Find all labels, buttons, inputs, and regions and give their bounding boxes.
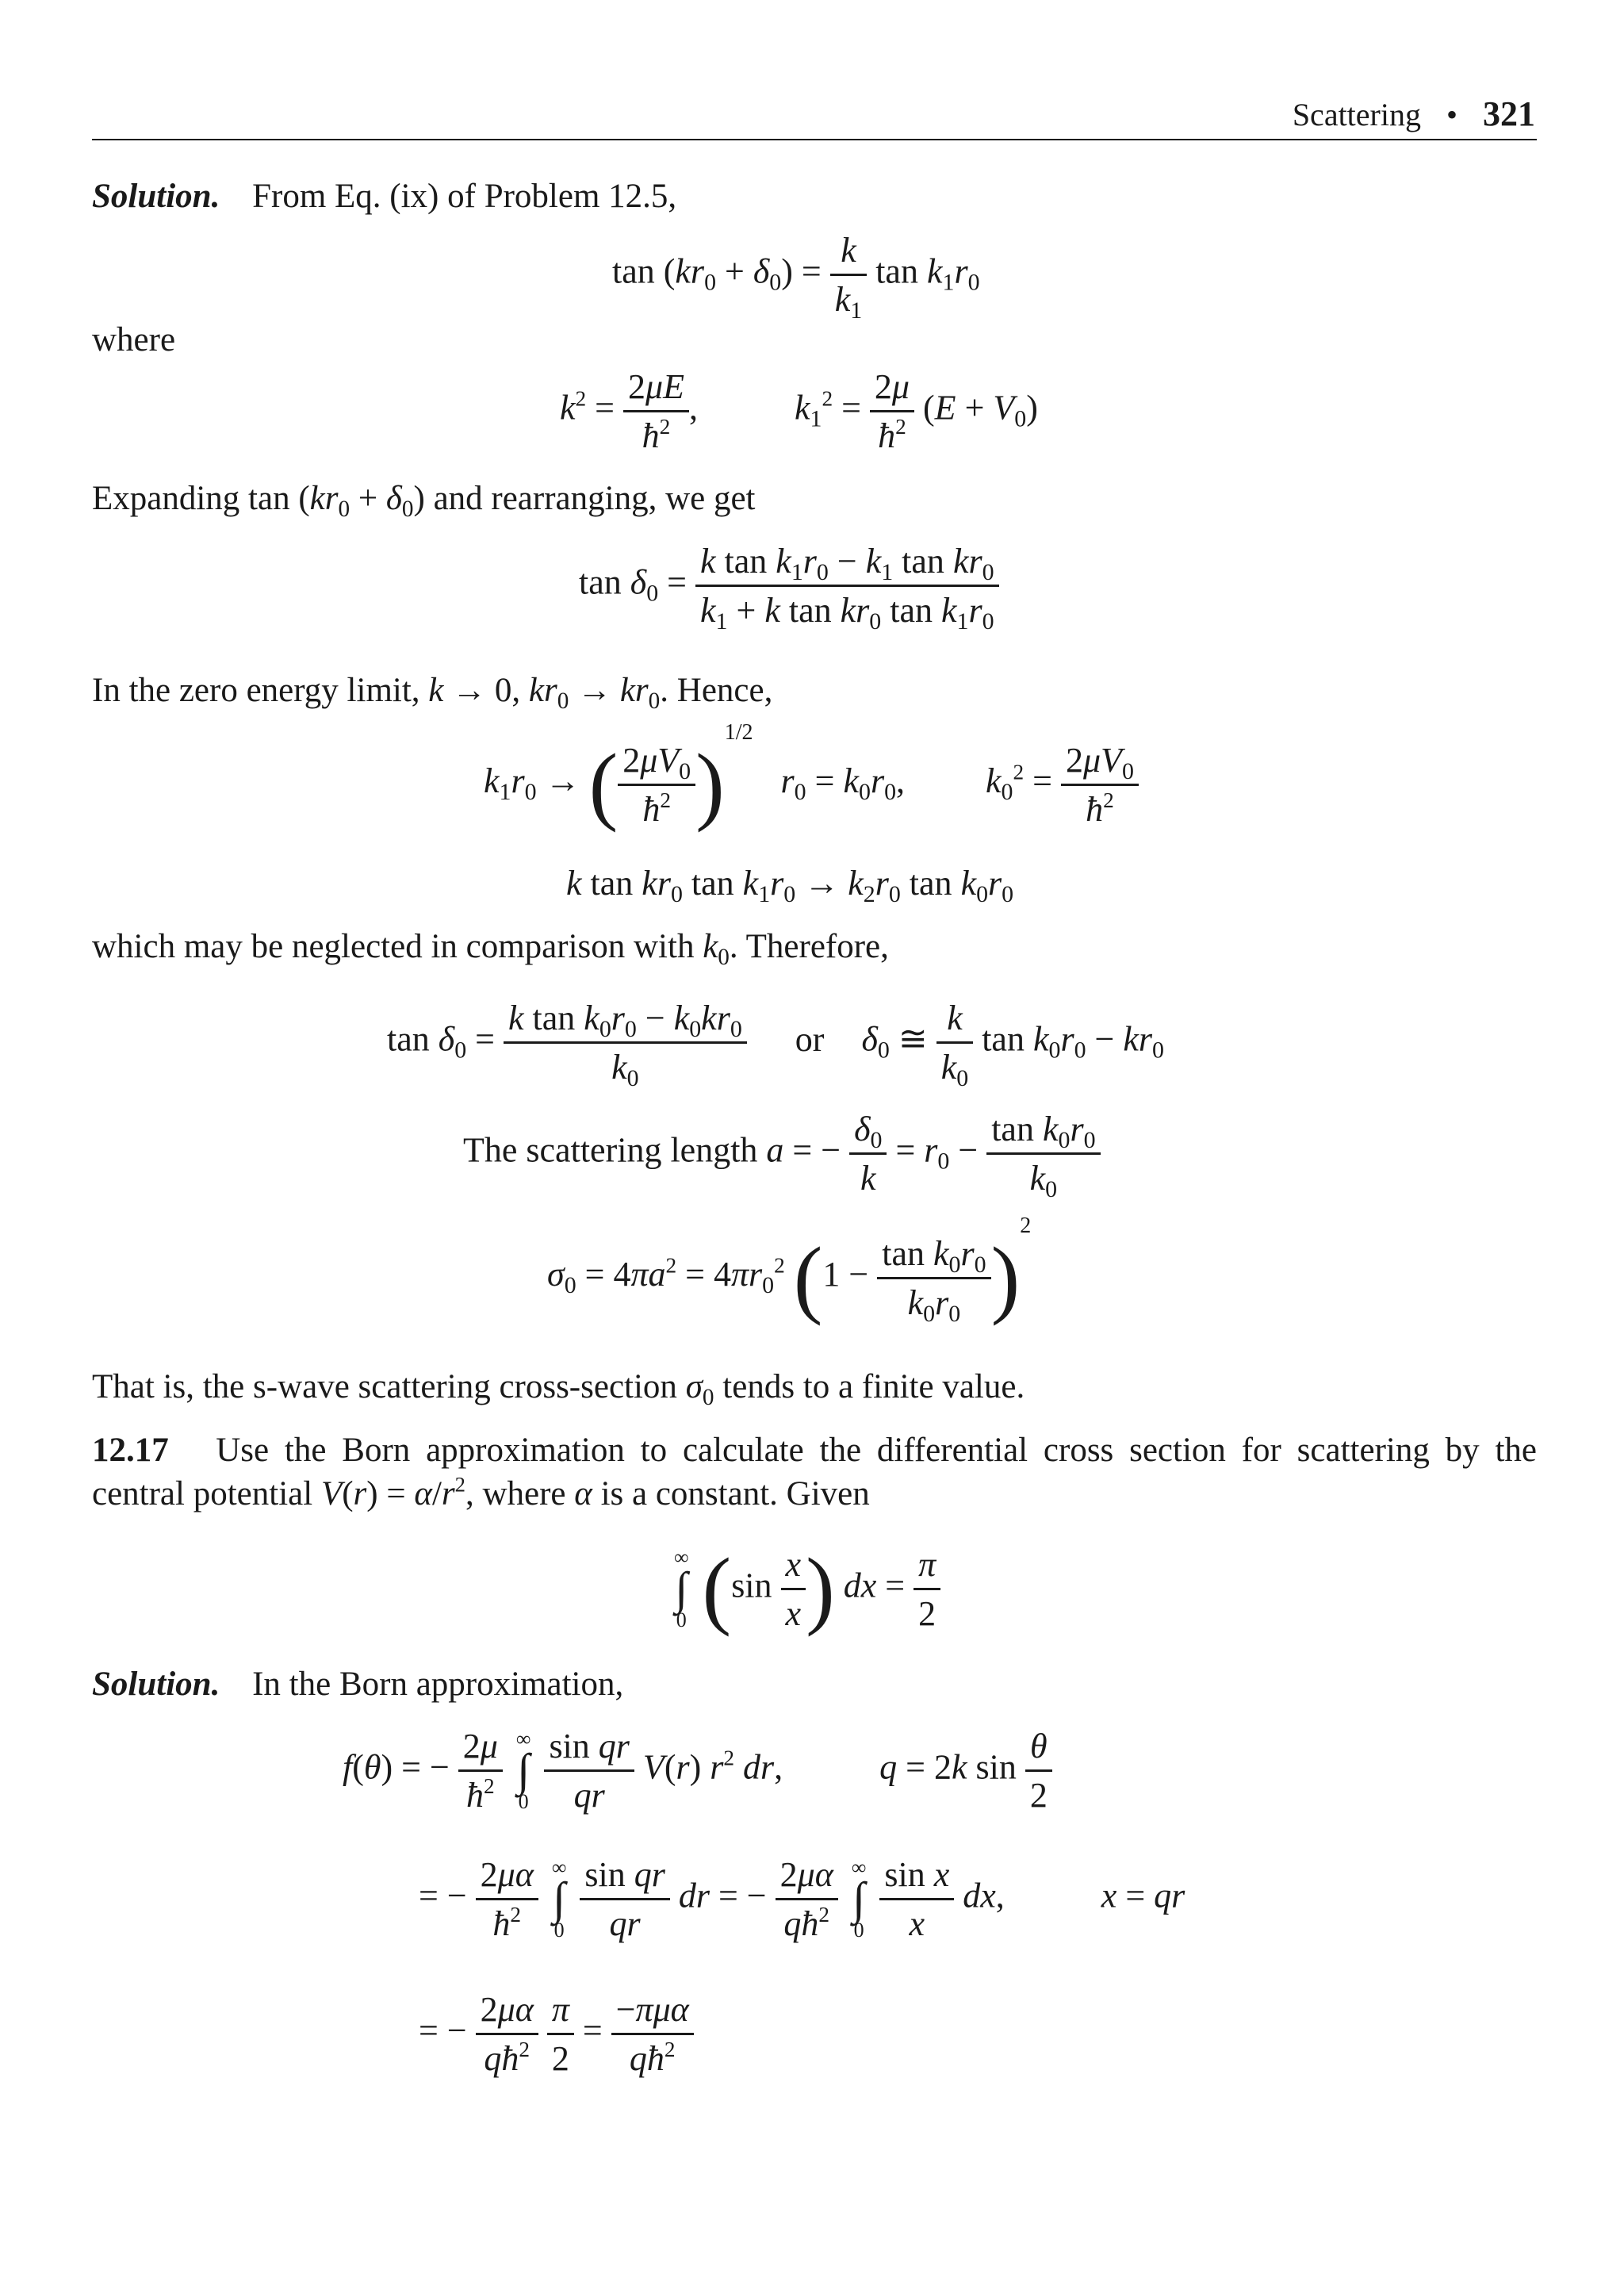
equation-tan-phase: $\tan (kr_0 + \delta_0)$ = $\frac{k}{k_1}$ $\tan k_1r_0$ xyxy=(612,231,980,324)
running-header xyxy=(1293,94,1535,136)
header-rule xyxy=(92,139,1537,140)
equation-product-limit: k $\tan kr_0$ $\tan k_1r_0 \to k_2r_0$ $\tan k_0r_0$ xyxy=(566,864,1014,907)
header-section-title: Scattering xyxy=(1292,97,1421,132)
expanding-text: Expanding $\tan (kr_0 + \delta_0)$ and rearranging, we get xyxy=(92,480,756,522)
equation-given-integral: ∞ ∫ 0 (sin $\frac{x}{x}$ ) dx = $\frac{\pi}{2}$ xyxy=(669,1539,940,1639)
solution2-intro-line xyxy=(92,1664,623,1705)
solution2-label: Solution. xyxy=(92,1666,220,1703)
solution1-intro-text: From Eq. (ix) of Problem 12.5, xyxy=(252,178,677,215)
problem-12-17-line1 xyxy=(92,1430,1537,1471)
header-bullet: • xyxy=(1446,97,1457,132)
where-text: where xyxy=(92,321,176,358)
problem-text-line1: Use the Born approximation to calculate the differential cross section for scattering by the xyxy=(216,1432,1538,1469)
problem-number: 12.17 xyxy=(92,1432,169,1469)
neglect-text: which may be neglected in comparison with $k_0$. Therefore, xyxy=(92,928,889,970)
header-page-number: 321 xyxy=(1483,94,1535,133)
zero-energy-text: In the zero energy limit, k → 0, $kr_0 \to kr_0$. Hence, xyxy=(92,672,773,714)
equation-born-amplitude-3: = − $\frac{2\mu\alpha}{qħ^2}$ $\frac{\pi}{2}$ = $\frac{\text{−πμα}}{qħ^2}$ xyxy=(419,1989,694,2079)
equation-delta-approx: $\tan \delta_0$ = $\frac{k \tan k_0r_0 - k_0kr_0}{k_0}$ or $\delta_0$ ≅ $\frac{k}{k_0}$ $\tan k_0r_0 - kr_0$ xyxy=(387,999,1164,1091)
problem-12-17-line2: central potential $V(r) = \alpha/r^2$, where α is a constant. Given xyxy=(92,1472,870,1512)
solution1-intro-line xyxy=(92,176,676,217)
equation-cross-section: $\sigma_0 = 4\pi a^2 = 4\pi r_0^2$ (1 − $\frac{\tan k_0r_0}{k_0r_0}$ )$^2$ xyxy=(547,1213,1032,1327)
or-text: or xyxy=(795,1019,825,1059)
equation-tan-delta-full: $\tan \delta_0$ = $\frac{k \tan k_1r_0 - k_1 \tan kr_0}{k_1 + k \tan kr_0 \tan k_1r_0}$ xyxy=(579,541,999,631)
equation-born-amplitude-2: = − $\frac{2\mu\alpha}{ħ^2}$ ∞ ∫ 0 $\frac{\text{sin qr}}{qr}$ dr = − $\frac{2\mu\alpha}{qħ^2}$ ∞ ∫ 0 $\frac{\text{sin x}}{x}$ dx, x = qr xyxy=(419,1855,1185,1943)
equation-k1r0-limit: $k_1r_0$ → ( $\frac{2\mu V_0}{ħ^2}$ )$^{1/2}$ $r_0 = k_0r_0$, $k_0^2$ = $\frac{2\mu V_0}{ħ^2}$ xyxy=(484,733,1139,835)
conclusion-text: That is, the s-wave scattering cross-section $\sigma_0$ tends to a finite value. xyxy=(92,1368,1025,1410)
solution1-label: Solution. xyxy=(92,178,220,215)
equation-wavenumbers: $k^2$ = $\frac{2\mu E}{ħ^2}$ , $k_1^2$ = $\frac{2\mu}{ħ^2}$ $(E + V_0)$ xyxy=(560,367,1038,455)
equation-scattering-length: The scattering length a = − $\frac{\delta_0}{k}$ = $r_0$ − $\frac{\tan k_0r_0}{k_0}$ xyxy=(463,1109,1101,1198)
equation-born-amplitude-1: f(θ) = − $\frac{2\mu}{ħ^2}$ ∞ ∫ 0 $\frac{\text{sin qr}}{qr}$ V(r) $r^2$ dr, q = 2k sin $\frac{\theta}{2}$ xyxy=(343,1726,1052,1815)
solution2-intro-text: In the Born approximation, xyxy=(252,1666,624,1703)
